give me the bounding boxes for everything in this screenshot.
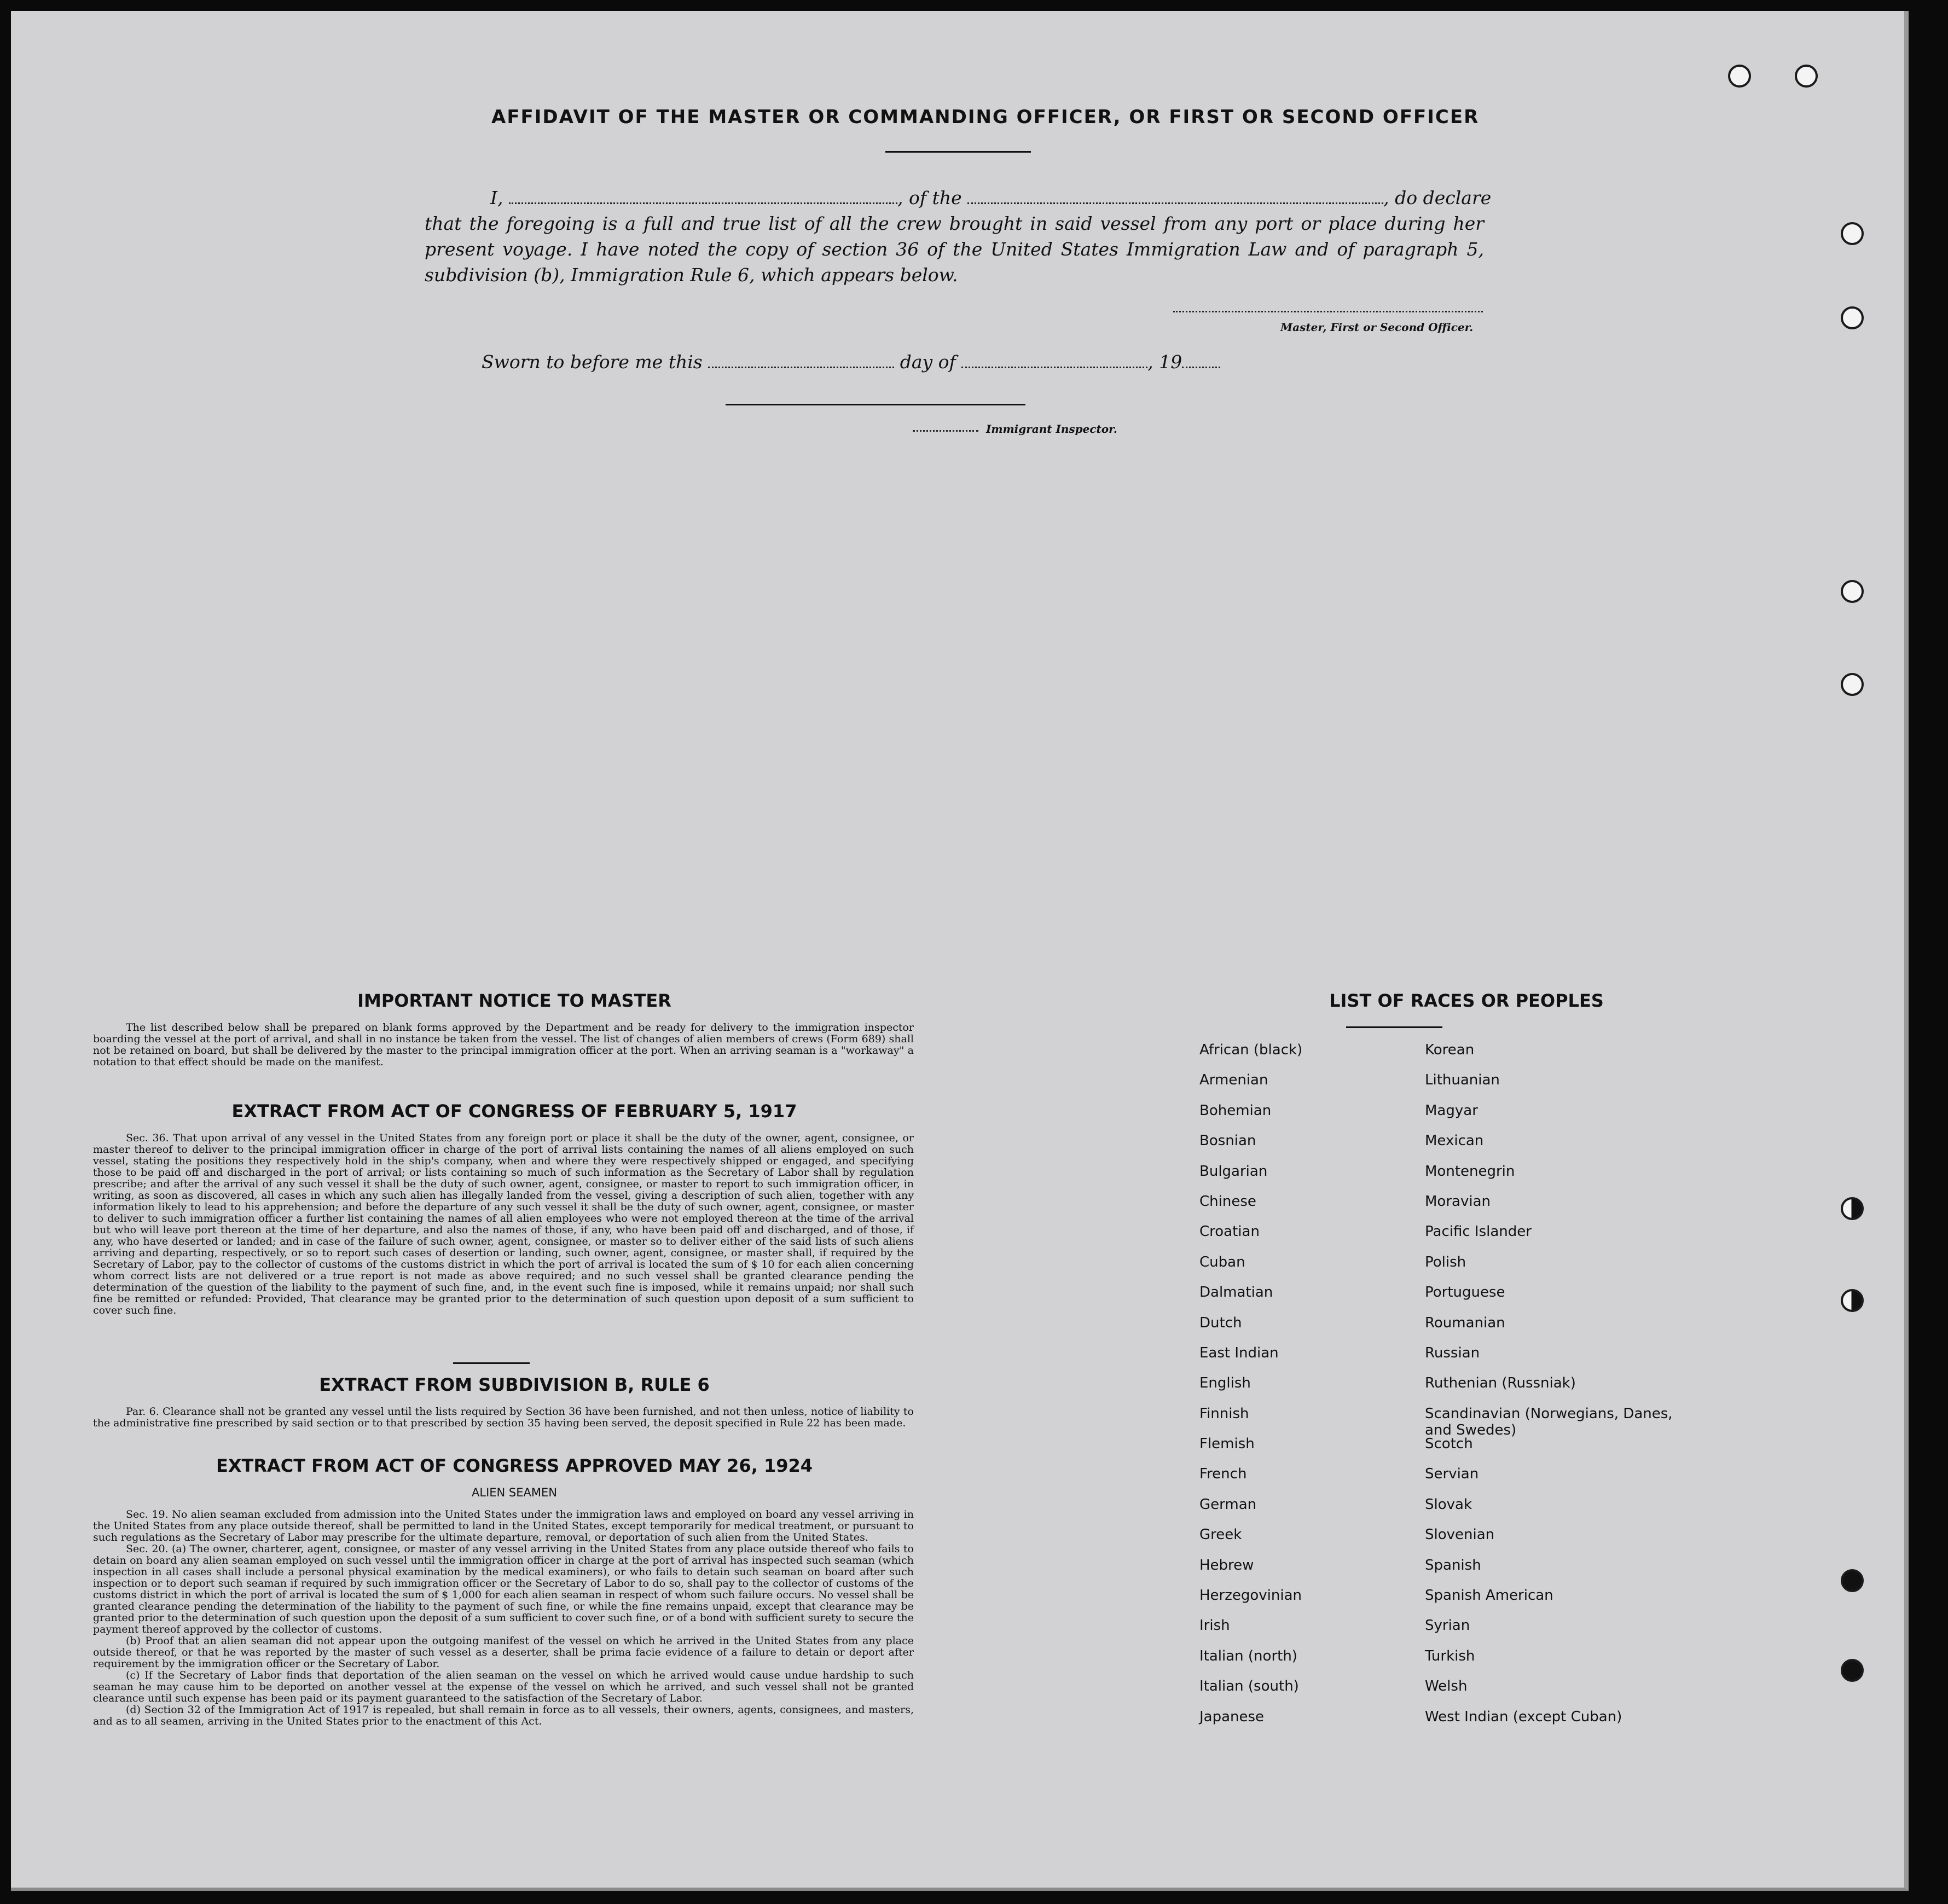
race-item: Scandinavian (Norwegians, Danes, and Swedes) [1425,1405,1673,1438]
race-item: Spanish [1425,1557,1481,1574]
binder-hole [1795,65,1818,88]
binder-hole [1841,580,1864,603]
race-item: Turkish [1425,1647,1475,1664]
race-item: Bosnian [1199,1133,1256,1150]
extract-rule6-body [93,1406,914,1429]
race-item: Ruthenian (Russniak) [1425,1375,1576,1392]
binder-hole [1841,222,1864,245]
race-item: German [1199,1496,1257,1513]
notice-text: The list described below shall be prepared on blank forms approved by the Department and be ready for delivery to the immigration inspector boarding the vessel at the port of arrival, and shall in no instance be taken from the vessel. The list of changes of alien members of crews (Form 689) shall not be retained on board, but shall be delivered by the master to the principal immigration officer at the port. When an arriving seaman is a "workaway" a notation to that effect should be made on the manifest. [93,1021,914,1068]
race-item: Dalmatian [1199,1284,1273,1301]
inspector-caption: Immigrant Inspector. [986,422,1117,436]
race-item: Irish [1199,1617,1230,1634]
race-item: Slovak [1425,1496,1472,1513]
race-item: Russian [1425,1344,1480,1361]
race-item: Welsh [1425,1678,1468,1695]
race-item: African (black) [1199,1042,1303,1058]
race-item: Italian (south) [1199,1678,1299,1695]
race-item: Scotch [1425,1436,1473,1453]
do-declare-label: , do declare [1383,187,1492,208]
race-item: Armenian [1199,1072,1268,1089]
extract-1917-title: EXTRACT FROM ACT OF CONGRESS OF FEBRUARY 5, 1917 [231,1101,797,1122]
race-item: Flemish [1199,1436,1255,1453]
race-item: East Indian [1199,1344,1279,1361]
day-of-label: day of [900,351,956,373]
race-item: Korean [1425,1042,1475,1058]
extract-1924-title: EXTRACT FROM ACT OF CONGRESS APPROVED MAY 26, 1924 [216,1455,813,1476]
master-caption: Master, First or Second Officer. [1280,321,1474,334]
race-item: Servian [1425,1466,1479,1483]
sec20b-text: (b) Proof that an alien seaman did not appear upon the outgoing manifest of the vessel on which he arrived in the United States from any place outside thereof, or that he was reported by the master of such vessel as a deserter, shall be prima facie evidence of a failure to detain or deport after requirement by the immigration officer or the Secretary of Labor. [93,1635,914,1670]
affidavit-body [425,185,1492,288]
race-item: Chinese [1199,1193,1256,1210]
sec20a-text: Sec. 20. (a) The owner, charterer, agent, consignee, or master of any vessel arriving in the United States from any place outside thereof who fails to detain on board any alien seaman employed on such vessel until the immigration officer in charge at the port of arrival has inspected such seaman (which inspection in all cases shall include a personal physical examination by the medical examiners), or who fails to detain such seaman on board after such inspection or to deport such seaman if required by such immigration officer or the Secretary of Labor to do so, shall pay to the collector of customs of the customs district in which the port of arrival is located the sum of $ 1,000 for each alien seaman in respect of whom such failure occurs. No vessel shall be granted clearance pending the determination of the liability to the payment of such fine, or while the fine remains unpaid, except that clearance may be granted prior to the determination of such question upon the deposit of a sum sufficient to cover such fine, or of a bond with sufficient surety to secure the payment thereof approved by the collector of customs. [93,1543,914,1635]
race-item: Portuguese [1425,1284,1505,1301]
race-item: Herzegovinian [1199,1587,1302,1604]
affidavit-title: AFFIDAVIT OF THE MASTER OR COMMANDING OFFICER, OR FIRST OR SECOND OFFICER [491,106,1480,128]
sec20c-text: (c) If the Secretary of Labor finds that deportation of the alien seaman on the vessel on which he arrived would cause undue hardship to such seaman he may cause him to be deported on another vessel at the expense of the vessel on which he arrived, and such vessel shall not be granted clearance until such expense has been paid or its payment guaranteed to the satisfaction of the Secretary of Labor. [93,1669,914,1704]
races-column-1 [1199,1042,1418,1739]
of-the-label: , of the [897,187,962,208]
race-item: Roumanian [1425,1314,1505,1331]
sworn-day-field[interactable] [708,353,894,368]
document-page [11,11,1909,1891]
race-item: Magyar [1425,1102,1478,1119]
race-item: Syrian [1425,1617,1470,1634]
race-item: Spanish American [1425,1587,1553,1604]
race-item: Lithuanian [1425,1072,1500,1089]
race-item: Slovenian [1425,1526,1495,1543]
race-item: Bulgarian [1199,1163,1268,1180]
sec19-text: Sec. 19. No alien seaman excluded from admission into the United States under the immigration laws and employed on board any vessel arriving in the United States from any place outside thereof, shall be permitted to land in the United States, except temporarily for medical treatment, or pursuant to such regulations as the Secretary of Labor may prescribe for the ultimate departure, removal, or deportation of such alien from the United States. [93,1508,914,1543]
binder-hole [1841,306,1864,329]
title-rule [885,151,1031,153]
sworn-line [482,351,1220,373]
vessel-field[interactable] [967,189,1383,204]
race-item: Croatian [1199,1223,1260,1240]
race-item: Cuban [1199,1253,1245,1270]
binder-hole [1841,1569,1864,1592]
notice-body [93,1022,914,1068]
extract-1917-text: Sec. 36. That upon arrival of any vessel in the United States from any foreign port or place it shall be the duty of the owner, agent, consignee, or master thereof to deliver to the principal immigration officer in charge of the port of arrival lists containing the names of all aliens employed on such vessel, stating the positions they respectively hold in the ship's company, when and where they were respectively shipped or engaged, and specifying those to be paid off and discharged in the port of arrival; or lists containing so much of such information as the Secretary of Labor shall by regulation prescribe; and after the arrival of any such vessel it shall be the duty of such owner, agent, consignee, or master to report to such immigration officer, in writing, as soon as discovered, all cases in which any such alien has illegally landed from the vessel, giving a description of such alien, together with any information likely to lead to his apprehension; and before the departure of any such vessel it shall be the duty of such owner, agent, consignee, or master to deliver to such immigration officer a further list containing the names of all alien employees who were not employed thereon at the time of the arrival but who will leave port thereon at the time of her departure, and also the names of those, if any, who have been paid off and discharged, and of those, if any, who have deserted or landed; and in case of the failure of such owner, agent, consignee, or master so to deliver either of the said lists of such aliens arriving and departing, respectively, or so to report such cases of desertion or landing, such owner, agent, consignee, or master shall, if required by the Secretary of Labor, pay to the collector of customs of the customs district in which the port of arrival is located the sum of $ 10 for each alien concerning whom correct lists are not delivered or a true report is not made as above required; and no such vessel shall be granted clearance pending the determination of the question of the liability to the payment of such fine, and, in the event such fine is imposed, while it remains unpaid; nor shall such fine be remitted or refunded: Provided, That clearance may be granted prior to the determination of such question upon deposit of a sum sufficient to cover such fine. [93,1132,914,1316]
master-signature-line[interactable] [1173,311,1483,312]
notice-title: IMPORTANT NOTICE TO MASTER [357,990,671,1011]
race-item: Dutch [1199,1314,1242,1331]
year-label: , 19 [1147,351,1182,373]
binder-hole [1841,1197,1864,1220]
race-item: Italian (north) [1199,1647,1297,1664]
races-column-2 [1425,1042,1677,1739]
sworn-label: Sworn to before me this [482,351,703,373]
race-item: Montenegrin [1425,1163,1515,1180]
race-item: Polish [1425,1253,1466,1270]
affidavit-statement: that the foregoing is a full and true list of all the crew brought in said vessel from any port or place during her present voyage. I have noted the copy of section 36 of the United States Immigration Law and of paragraph 5, subdivision (b), Immigration Rule 6, which appears below. [425,213,1484,286]
race-item: Japanese [1199,1708,1265,1725]
race-item: West Indian (except Cuban) [1425,1708,1622,1725]
inspector-dotted-line [913,430,978,432]
race-item: Finnish [1199,1405,1249,1422]
race-item: French [1199,1466,1247,1483]
race-item: English [1199,1375,1251,1392]
race-item: Bohemian [1199,1102,1272,1119]
races-title: LIST OF RACES OR PEOPLES [1329,990,1604,1011]
race-item: Hebrew [1199,1557,1254,1574]
race-item: Mexican [1425,1133,1484,1150]
extract-rule6-title: EXTRACT FROM SUBDIVISION B, RULE 6 [319,1374,710,1395]
extract-1924-body [93,1509,914,1727]
binder-hole [1841,673,1864,696]
sworn-month-field[interactable] [961,353,1147,368]
race-item: Pacific Islander [1425,1223,1532,1240]
binder-hole [1841,1659,1864,1682]
alien-seamen-subtitle: ALIEN SEAMEN [472,1486,557,1499]
sworn-year-field[interactable] [1182,353,1220,368]
races-title-rule [1346,1026,1442,1028]
binder-hole [1841,1289,1864,1312]
sec20d-text: (d) Section 32 of the Immigration Act of 1917 is repealed, but shall remain in force as to all vessels, their owners, agents, consignees, and masters, and as to all seamen, arriving in the United States prior to the enactment of this Act. [93,1704,914,1727]
race-item: Moravian [1425,1193,1491,1210]
affidavit-first-line [425,185,1492,211]
inspector-signature-line[interactable] [726,404,1025,405]
race-item: Greek [1199,1526,1242,1543]
section-divider [453,1362,530,1364]
extract-rule6-text: Par. 6. Clearance shall not be granted any vessel until the lists required by Section 36 have been furnished, and not then unless, notice of liability to the administrative fine prescribed by said section or to that prescribed by section 35 having been served, the deposit specified in Rule 22 has been made. [93,1406,914,1429]
extract-1917-body [93,1133,914,1316]
binder-hole [1728,65,1751,88]
name-field[interactable] [509,189,897,204]
i-label: I, [490,187,503,208]
